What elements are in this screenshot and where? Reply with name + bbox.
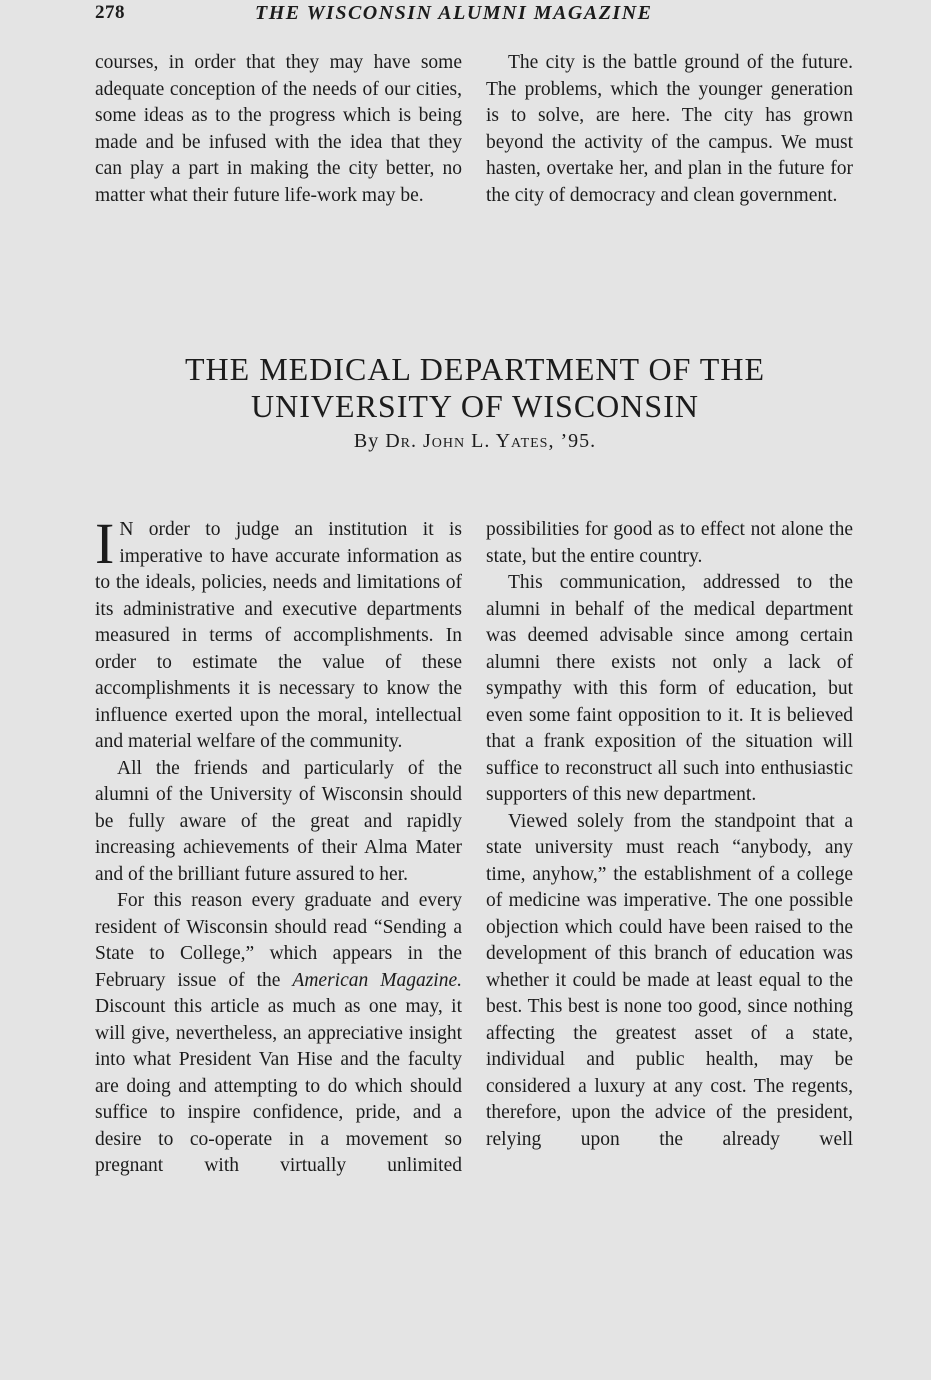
article-paragraph-1 bbox=[95, 511, 462, 756]
article-title-line-1: THE MEDICAL DEPARTMENT OF THE bbox=[185, 351, 765, 388]
page-number: 278 bbox=[95, 2, 125, 23]
article-paragraph-5: Viewed solely from the standpoint that a state university must reach “anybody, any time, anyhow,” the establishment of a college of medicine was imperative. The one possible objection which could have been raised to the development of this branch of education was whether it could be made at least equal to the best. This best is none too good, since nothing affecting the greatest asset of a state, individual and public health, may be considered a luxury at any cost. The regents, therefore, upon the advice of the president, relying upon the already well bbox=[486, 810, 853, 1150]
paragraph-1-text: N order to judge an institution it is imperative to have accurate information as to the ideals, policies, needs and limitations of its administrative and executive departments measured in terms of accomplishments. In order to estimate the value of these accomplishments it is necessary to know the influence exerted upon the moral, intellectual and material welfare of the community. bbox=[95, 519, 462, 752]
journal-title: THE WISCONSIN ALUMNI MAGAZINE bbox=[255, 2, 653, 24]
previous-article-right-column bbox=[486, 50, 853, 209]
article-left-column bbox=[95, 511, 462, 1180]
article-paragraph-3 bbox=[95, 888, 462, 1180]
running-header bbox=[95, 2, 855, 26]
previous-article-paragraph: The city is the battle ground of the future. The problems, which the younger generation is to solve, are here. The city has grown beyond the activity of the campus. We must hasten, overtake her, and plan in the future for the city of democracy and clean government. bbox=[486, 52, 853, 206]
previous-article-paragraph: courses, in order that they may have some adequate conception of the needs of our cities, some ideas as to the progress which is being made and be infused with the idea that they can play a part in making the city better, no matter what their future life-work may be. bbox=[95, 52, 462, 206]
byline-prefix: By bbox=[353, 430, 380, 452]
author-name: Dr. John L. Yates, bbox=[385, 430, 555, 452]
article-byline bbox=[95, 430, 855, 453]
article-paragraph-2: All the friends and particularly of the alumni of the University of Wisconsin should be fully aware of the great and rapidly increasing achievements of their Alma Mater and of the brilliant future assured to her. bbox=[95, 757, 462, 885]
article-paragraph-continued: possibilities for good as to effect not alone the state, but the entire country. bbox=[486, 519, 853, 567]
article-right-column bbox=[486, 517, 853, 1153]
drop-cap: I bbox=[95, 511, 115, 576]
magazine-name: American Magazine. bbox=[292, 969, 462, 991]
article-paragraph-4: This communication, addressed to the alumni in behalf of the medical department was deemed advisable since among certain alumni there exists not only a lack of sympathy with this form of education, but even some faint opposition to it. It is believed that a frank exposition of the situation will suffice to reconstruct all such into enthusiastic supporters of this new department. bbox=[486, 572, 853, 805]
article-title bbox=[95, 351, 855, 425]
previous-article-left-column bbox=[95, 50, 462, 209]
paragraph-3-text-a: For this reason every graduate and every resident of Wisconsin should read “Sending a State to College,” which appears in the February issue of the bbox=[95, 890, 462, 991]
paragraph-3-text-b: Discount this article as much as one may, it will give, nevertheless, an appreciative insight into what President Van Hise and the faculty are doing and attempting to do which should suffice to inspire confidence, pride, and a desire to co-operate in a movement so pregnant with virtually unlimited bbox=[95, 996, 462, 1176]
author-class-year: ’95. bbox=[560, 430, 597, 452]
article-title-line-2: UNIVERSITY OF WISCONSIN bbox=[251, 388, 699, 425]
